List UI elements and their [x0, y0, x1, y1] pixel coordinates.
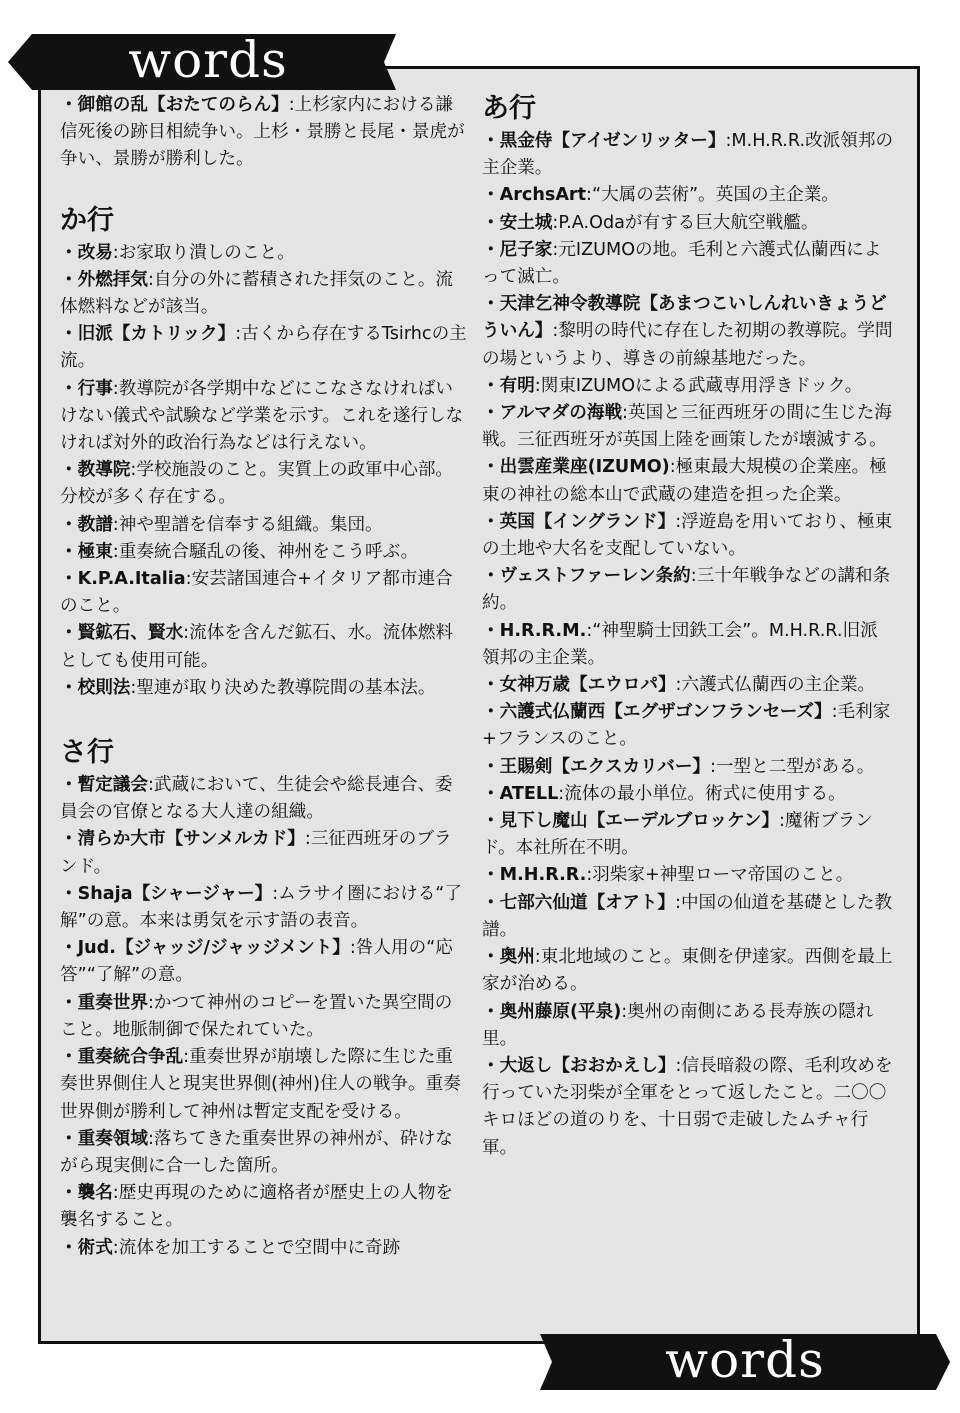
words-banner-top [8, 30, 408, 94]
glossary-entry: ・ヴェストファーレン条約:三十年戦争などの講和条約。 [482, 566, 891, 614]
glossary-entry: ・術式:流体を加工することで空間中に奇跡 [60, 1237, 401, 1258]
glossary-entry: ・出雲産業座(IZUMO):極東最大規模の企業座。極東の神社の総本山で武蔵の建造を担った企業。 [482, 457, 887, 505]
glossary-entry: ・暫定議会:武蔵において、生徒会や総長連合、委員会の官僚となる大人達の組織。 [60, 775, 453, 823]
banner-title-bottom: words [665, 1331, 825, 1389]
glossary-entry: ・重奏領域:落ちてきた重奏世界の神州が、砕けながら現実側に合一した箇所。 [60, 1128, 453, 1176]
glossary-entry: ・Shaja【シャージャー】:ムラサイ圏における“了解”の意。本来は勇気を示す語の表音。 [60, 883, 463, 932]
glossary-entry: ・改易:お家取り潰しのこと。 [60, 242, 295, 263]
glossary-entry: ・御館の乱【おたてのらん】:上杉家内における謙信死後の跡目相続争い。上杉・景勝と長尾・景虎が争い、景勝が勝利した。 [60, 95, 465, 170]
glossary-entry: ・教導院:学校施設のこと。実質上の政軍中心部。分校が多く存在する。 [60, 460, 454, 508]
glossary-entry: ・外燃拝気:自分の外に蓄積された拝気のこと。流体燃料などが該当。 [60, 269, 454, 318]
glossary-entry: ・K.P.A.Italia:安芸諸国連合+イタリア都市連合のこと。 [60, 569, 453, 617]
glossary-entry: ・行事:教導院が各学期中などにこなさなければいけない儀式や試験など学業を示す。これを遂行しなければ対外的政治行為などは行えない。 [60, 378, 464, 454]
glossary-entry: ・教譜:神や聖譜を信奉する組織。集団。 [60, 514, 383, 535]
words-banner-bottom [540, 1330, 950, 1394]
glossary-entry: ・奥州:東北地域のこと。東側を伊達家。西側を最上家が治める。 [482, 947, 893, 995]
section-heading-sa: さ行 [60, 737, 114, 769]
glossary-entry: ・極東:重奏統合騒乱の後、神州をこう呼ぶ。 [60, 541, 419, 562]
glossary-entry: ・M.H.R.R.:羽柴家+神聖ローマ帝国のこと。 [482, 865, 854, 886]
glossary-entry: ・奥州藤原(平泉):奥州の南側にある長寿族の隠れ里。 [482, 1001, 874, 1049]
glossary-entry: ・H.R.R.M.:“神聖騎士団鉄工会”。M.H.R.R.旧派領邦の主企業。 [482, 620, 878, 668]
section-heading-a: あ行 [482, 93, 536, 124]
glossary-entry: ・有明:関東IZUMOによる武蔵専用浮きドック。 [482, 375, 863, 396]
glossary-entry: ・ATELL:流体の最小単位。術式に使用する。 [482, 783, 846, 804]
glossary-entry: ・賢鉱石、賢水:流体を含んだ鉱石、水。流体燃料としても使用可能。 [60, 623, 454, 671]
glossary-entry: ・見下し魔山【エーデルブロッケン】:魔術ブランド。本社所在不明。 [482, 811, 873, 859]
glossary-entry: ・Jud.【ジャッジ/ジャッジメント】:咎人用の“応答”“了解”の意。 [60, 938, 453, 986]
section-heading-ka: か行 [60, 204, 114, 236]
glossary-entry: ・重奏世界:かつて神州のコピーを置いた異空間のこと。地脈制御で保たれていた。 [60, 992, 453, 1040]
glossary-entry: ・黒金侍【アイゼンリッター】:M.H.R.R.改派領邦の主企業。 [482, 131, 894, 179]
glossary-entry: ・王賜剣【エクスカリバー】:一型と二型がある。 [482, 756, 875, 777]
glossary-entry: ・天津乞神令教導院【あまつこいしんれいきょうどういん】:黎明の時代に存在した初期の教導院。学問の場というより、導きの前線基地だった。 [482, 294, 893, 369]
glossary-entry: ・重奏統合争乱:重奏世界が崩壊した際に生じた重奏世界側住人と現実世界側(神州)住人の戦争。重奏世界側が勝利して神州は暫定支配を受ける。 [60, 1047, 461, 1122]
glossary-entry: ・女神万歳【エウロパ】:六護式仏蘭西の主企業。 [482, 675, 876, 696]
banner-title: words [128, 31, 288, 89]
glossary-entry: ・旧派【カトリック】:古くから存在するTsirhcの主流。 [60, 324, 467, 372]
glossary-entry: ・安土城:P.A.Odaが有する巨大航空戦艦。 [482, 212, 819, 233]
glossary-entry: ・七部六仙道【オアト】:中国の仙道を基礎とした教譜。 [482, 892, 893, 940]
glossary-entry: ・アルマダの海戦:英国と三征西班牙の間に生じた海戦。三征西班牙が英国上陸を画策したが壊滅する。 [482, 403, 892, 451]
glossary-entry: ・六護式仏蘭西【エグザゴンフランセーズ】:毛利家+フランスのこと。 [482, 702, 891, 750]
glossary-entry: ・校則法:聖連が取り決めた教導院間の基本法。 [60, 677, 436, 698]
glossary-left-column [60, 92, 468, 1262]
glossary-entry: ・ArchsArt:“大属の芸術”。英国の主企業。 [482, 185, 839, 206]
glossary-entry: ・英国【イングランド】:浮遊島を用いており、極東の土地や大名を支配していない。 [482, 511, 893, 560]
glossary-entry: ・大返し【おおかえし】:信長暗殺の際、毛利攻めを行っていた羽柴が全軍をとって返したこと。二〇〇キロほどの道のりを、十日弱で走破したムチャ行軍。 [482, 1055, 893, 1158]
glossary-entry: ・襲名:歴史再現のために適格者が歴史上の人物を襲名すること。 [60, 1183, 454, 1231]
glossary-entry: ・清らか大市【サンメルカド】:三征西班牙のブランド。 [60, 829, 452, 877]
glossary-right-column [482, 92, 894, 1162]
glossary-entry: ・尼子家:元IZUMOの地。毛利と六護式仏蘭西によって滅亡。 [482, 239, 882, 288]
